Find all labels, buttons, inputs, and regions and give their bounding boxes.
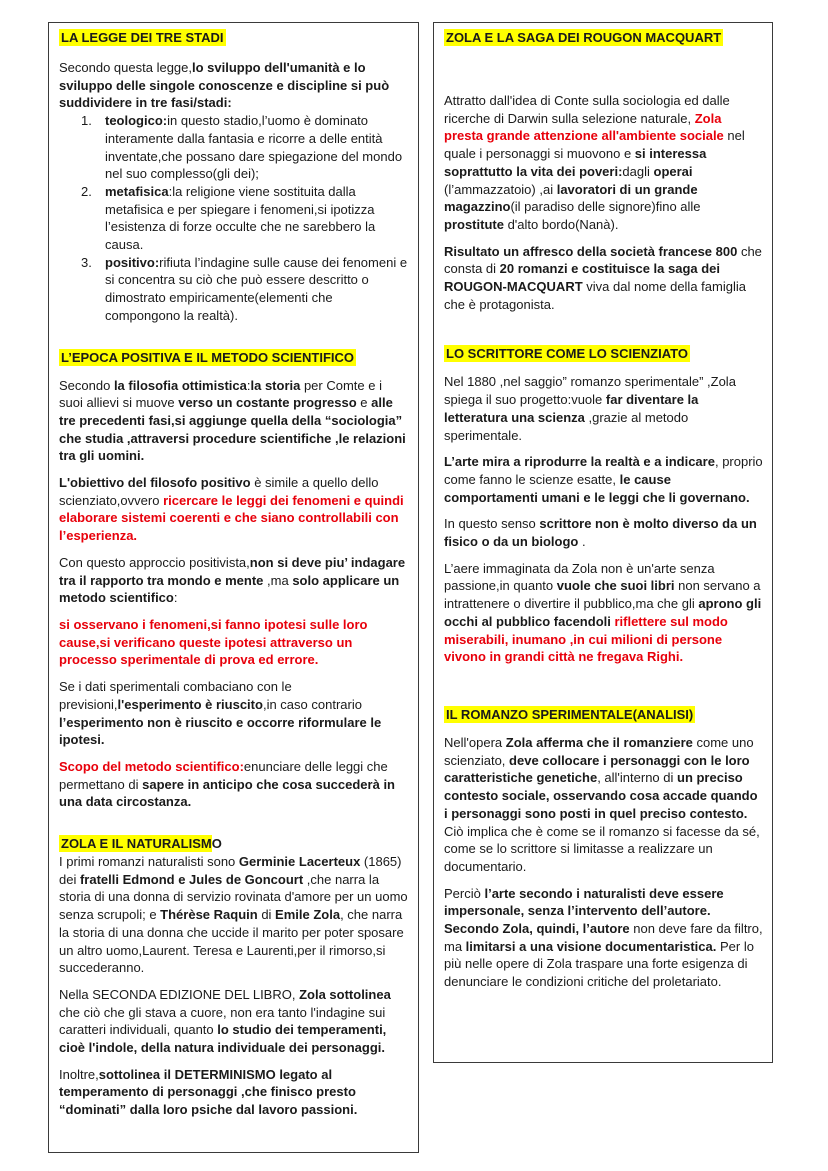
paragraph: Perciò l’arte secondo i naturalisti deve essere impersonale, senza l’intervento dell’autore. Secondo Zola, quindi, l’autore non deve fare da filtro, ma limitarsi a una visione documentaristica. Per lo più nelle opere di Zola traspare una forte esigenza di denunciare le condizioni critiche del proletariato. <box>444 885 763 990</box>
list-item: 1. teologico:in questo stadio,l’uomo è dominato interamente dalla fantasia e ricorre a delle entità inventate,che possano dare spiegazione del mondo nel suo complesso(gli dei); <box>81 113 403 182</box>
paragraph: Con questo approccio positivista,non si deve piu’ indagare tra il rapporto tra mondo e mente ,ma solo applicare un metodo scientifico: <box>59 554 406 606</box>
paragraph: Nella SECONDA EDIZIONE DEL LIBRO, Zola sottolinea che ciò che gli stava a cuore, non era tanto l'indagine sui caratteri individuali, quanto lo studio dei temperamenti, cioè l'indole, della natura individuale dei personaggi. <box>59 986 391 1056</box>
stages-list <box>81 112 408 324</box>
paragraph: Se i dati sperimentali combaciano con le previsioni,l'esperimento è riuscito,in caso contrario l’esperimento non è riuscito e occorre riformulare le ipotesi. <box>59 679 382 748</box>
paragraph: L'obiettivo del filosofo positivo è simile a quello dello scienziato,ovvero ricercare le leggi dei fenomeni e quindi elaborare sistemi coerenti e che siano controllabili con l’esperienza. <box>59 475 404 544</box>
paragraph: Attratto dall'idea di Conte sulla sociologia ed dalle ricerche di Darwin sulla selezione naturale, Zola presta grande attenzione all'ambiente sociale nel quale i personaggi si muovono e si interessa soprattutto la vita dei poveri:dagli operai (l’ammazzatoio) ,ai lavoratori di un grande magazzino(il paradiso delle signore)fino alle prostitute d'alto bordo(Nanà). <box>444 93 745 232</box>
paragraph-tre-stadi-intro: Secondo questa legge,lo sviluppo dell'umanità e lo sviluppo delle singole conoscenze e discipline si può suddividere in tre fasi/stadi: <box>59 60 390 111</box>
paragraph: L’aere immaginata da Zola non è un'arte senza passione,in quanto vuole che suoi libri non servano a intrattenere o divertire il pubblico,ma che gli aprono gli occhi al pubblico facendoli riflettere sul modo miserabili, inumano ,in cui milioni di persone vivono in grandi città ne fregava Righi. <box>444 560 762 665</box>
section-heading-epoca-positiva: L’EPOCA POSITIVA E IL METODO SCIENTIFICO <box>61 349 355 365</box>
list-item: 2. metafisica:la religione viene sostituita dalla metafisica e per spiegare i fenomeni,si ipotizza l’esistenza di forze occulte che ne sarebbero la causa. <box>81 183 376 253</box>
paragraph: Secondo la filosofia ottimistica:la storia per Comte e i suoi allievi si muove verso un costante progresso e alle tre precedenti fasi,si aggiunge quella della “sociologia” che studia ,attraversi procedure scientifiche ,le relazioni tra gli uomini. <box>59 377 406 464</box>
paragraph: I primi romanzi naturalisti sono Germinie Lacerteux (1865) dei fratelli Edmond e Jules de Goncourt ,che narra la storia di una donna di servizio rovinata d'amore per un uomo senza scrupoli; e Thérèse Raquin di Emile Zola, che narra la storia di una donna che uccide il marito per poter sposare un altro uomo,Laurent. Teresa e Laurenti,per il rimorso,si succederanno. <box>59 854 408 976</box>
section-heading-tre-stadi: LA LEGGE DEI TRE STADI <box>61 30 224 45</box>
left-column <box>48 22 419 1153</box>
paragraph: In questo senso scrittore non è molto diverso da un fisico o da un biologo . <box>444 516 757 550</box>
section-heading-zola-naturalismo: ZOLA E IL NATURALISMO <box>61 836 222 852</box>
paragraph: si osservano i fenomeni,si fanno ipotesi sulle loro cause,si verificano queste ipotesi attraverso un processo sperimentale di prova ed errore. <box>59 616 368 668</box>
section-heading-scrittore-scienziato: LO SCRITTORE COME LO SCIENZIATO <box>446 346 688 362</box>
right-column <box>433 22 773 1063</box>
paragraph: Risultato un affresco della società francese 800 che consta di 20 romanzi e costituisce la saga dei ROUGON-MACQUART viva dal nome della famiglia che è protagonista. <box>444 243 762 312</box>
list-item: 3. positivo:rifiuta l’indagine sulle cause dei fenomeni e si concentra su ciò che può essere descritto o dimostrato empiricamente(elementi che compongono la realtà). <box>81 254 408 323</box>
paragraph: Scopo del metodo scientifico:enunciare delle leggi che permettano di sapere in anticipo che cosa succederà in una data circostanza. <box>59 758 395 810</box>
section-heading-rougon-macquart: ZOLA E LA SAGA DEI ROUGON MACQUART <box>446 30 722 45</box>
section-heading-romanzo-sperimentale: IL ROMANZO SPERIMENTALE(ANALISI) <box>446 706 694 722</box>
paragraph: Nell'opera Zola afferma che il romanziere come uno scienziato, deve collocare i personaggi con le loro caratteristiche genetiche, all'interno di un preciso contesto sociale, osservando cosa accade quando i personaggi sono posti in quel preciso contesto. Ciò implica che è come se il romanzo si facesse da sé, come se lo scrittore si limitasse a realizzare un documentario. <box>444 734 760 874</box>
paragraph: L’arte mira a riprodurre la realtà e a indicare, proprio come fanno le scienze esatte, le cause comportamenti umani e le leggi che li governano. <box>444 454 763 505</box>
paragraph: Inoltre,sottolinea il DETERMINISMO legato al temperamento di personaggi ,che finisco presto “dominati” dalla loro psiche dal lavoro passioni. <box>59 1066 358 1118</box>
paragraph: Nel 1880 ,nel saggio” romanzo sperimentale” ,Zola spiega il suo progetto:vuole far diventare la letteratura una scienza ,grazie al metodo sperimentale. <box>444 374 736 443</box>
